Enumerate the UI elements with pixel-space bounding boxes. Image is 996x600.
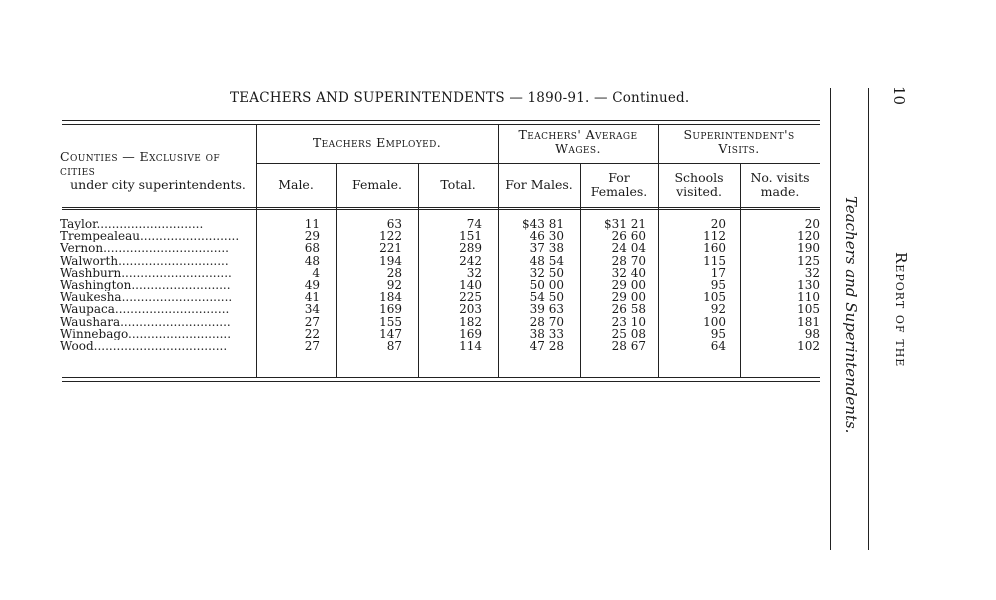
teachers-employed-header: Teachers Employed.	[312, 135, 442, 150]
visits-made-cell: 130	[797, 277, 820, 292]
schools-visited-cell: 115	[703, 253, 726, 268]
visits-made-cell: 190	[797, 241, 820, 256]
male-cell: 34	[304, 302, 320, 317]
schools-visited-cell: 105	[703, 290, 726, 305]
county-cell: Washington..........................	[60, 278, 231, 292]
male-column-header: Male.	[278, 177, 314, 192]
wages-females-cell: 26 58	[611, 302, 646, 317]
female-cell: 92	[386, 277, 402, 292]
county-cell: Wood...................................	[60, 339, 228, 353]
county-cell: Trempealeau..........................	[60, 230, 240, 243]
female-cell: 184	[379, 290, 402, 305]
wages-males-cell: 37 38	[529, 241, 564, 256]
wages-females-cell: 29 00	[611, 277, 646, 292]
table-row	[60, 303, 822, 315]
italic-running-title-text: Teachers and Superintendents.	[842, 196, 860, 434]
county-cell: Walworth.............................	[60, 254, 229, 267]
average-wages-header	[498, 128, 658, 156]
schools-visited-column-header	[658, 171, 740, 199]
total-cell: 242	[459, 253, 482, 268]
schools-visited-cell: 17	[710, 265, 726, 280]
schools-visited-cell: 112	[703, 229, 726, 244]
visits-made-cell: 20	[804, 217, 820, 231]
wages-females-cell: 28 70	[611, 253, 646, 268]
schools-visited-cell: 100	[703, 314, 726, 329]
schools-visited-cell: 95	[710, 277, 726, 292]
schools-visited-cell: 95	[710, 326, 726, 341]
wages-males-cell: 47 28	[529, 338, 564, 353]
male-cell: 41	[304, 290, 320, 305]
county-cell: Waupaca..............................	[60, 303, 230, 316]
counties-header-line: Counties — Exclusive of cities	[60, 149, 221, 178]
wages-males-cell: $43 81	[522, 217, 564, 231]
county-cell: Waushara.............................	[60, 315, 231, 328]
top-rule	[62, 124, 820, 125]
total-column-header: Total.	[440, 177, 476, 192]
total-cell: 32	[466, 265, 482, 280]
for-females-line: Females.	[590, 184, 648, 199]
female-cell: 155	[379, 314, 402, 329]
male-cell: 49	[304, 277, 320, 292]
page-number	[890, 86, 908, 105]
table-body	[60, 218, 822, 352]
female-cell: 221	[379, 241, 402, 256]
wages-males-cell: 32 50	[529, 265, 564, 280]
female-cell: 87	[386, 338, 402, 353]
county-cell: Washburn.............................	[60, 266, 232, 279]
table-row	[60, 328, 822, 340]
average-wages-line: Wages.	[555, 141, 601, 156]
male-cell: 29	[304, 229, 320, 244]
county-cell: Waukesha.............................	[60, 291, 233, 304]
table-row	[60, 340, 822, 352]
total-cell: 289	[459, 241, 482, 256]
female-cell: 169	[379, 302, 402, 317]
superintendent-visits-line: Visits.	[718, 141, 760, 156]
male-cell: 4	[312, 265, 320, 280]
visits-made-column-header	[740, 171, 820, 199]
wages-females-cell: 28 67	[611, 338, 646, 353]
wages-males-cell: 28 70	[529, 314, 564, 329]
female-cell: 63	[386, 217, 402, 231]
total-cell: 151	[459, 229, 482, 244]
table-row	[60, 255, 822, 267]
total-cell: 169	[459, 326, 482, 341]
bottom-rule	[62, 381, 820, 382]
wages-females-cell: 24 04	[611, 241, 646, 256]
female-cell: 194	[379, 253, 402, 268]
county-cell: Winnebago...........................	[60, 327, 232, 340]
wages-males-cell: 54 50	[529, 290, 564, 305]
visits-made-cell: 98	[804, 326, 820, 341]
total-cell: 182	[459, 314, 482, 329]
table-row	[60, 291, 822, 303]
superintendent-visits-line: Superintendent's	[683, 127, 795, 142]
county-cell: Taylor............................	[60, 218, 204, 231]
wages-males-cell: 38 33	[529, 326, 564, 341]
male-cell: 48	[304, 253, 320, 268]
visits-made-cell: 105	[797, 302, 820, 317]
female-column-header: Female.	[351, 177, 403, 192]
wages-females-cell: 23 10	[611, 314, 646, 329]
page-number-text: 10	[890, 86, 908, 106]
schools-visited-cell: 92	[710, 302, 726, 317]
schools-visited-line: Schools	[674, 170, 724, 185]
visits-made-cell: 181	[797, 314, 820, 329]
total-cell: 203	[459, 302, 482, 317]
schools-visited-line: visited.	[676, 184, 722, 199]
counties-header	[60, 150, 256, 192]
total-cell: 74	[466, 217, 482, 231]
counties-header-line: under city superintendents.	[70, 177, 246, 192]
wages-males-cell: 39 63	[529, 302, 564, 317]
page-border-line	[830, 88, 831, 550]
visits-made-line: made.	[760, 184, 800, 199]
header-rule	[62, 207, 820, 208]
county-cell: Vernon.................................	[60, 242, 229, 255]
visits-made-cell: 120	[797, 229, 820, 244]
male-cell: 27	[304, 314, 320, 329]
table-row	[60, 267, 822, 279]
visits-made-cell: 32	[804, 265, 820, 280]
visits-made-cell: 110	[797, 290, 820, 305]
table-row	[60, 242, 822, 254]
female-cell: 122	[379, 229, 402, 244]
male-cell: 11	[304, 217, 320, 231]
top-rule	[62, 120, 820, 121]
average-wages-line: Teachers' Average	[518, 127, 638, 142]
for-males-column-header: For Males.	[505, 177, 573, 192]
table-title: TEACHERS AND SUPERINTENDENTS — 1890-91. — Continued.	[230, 90, 690, 106]
page-border-line	[868, 88, 869, 550]
for-females-line: For	[608, 170, 630, 185]
header-rule	[62, 209, 820, 210]
italic-running-title	[842, 196, 860, 433]
wages-females-cell: $31 21	[604, 217, 646, 231]
wages-females-cell: 26 60	[611, 229, 646, 244]
schools-visited-cell: 64	[710, 338, 726, 353]
visits-made-line: No. visits	[750, 170, 810, 185]
wages-males-cell: 46 30	[529, 229, 564, 244]
schools-visited-cell: 20	[710, 217, 726, 231]
female-cell: 147	[379, 326, 402, 341]
wages-females-cell: 29 00	[611, 290, 646, 305]
schools-visited-cell: 160	[703, 241, 726, 256]
male-cell: 22	[304, 326, 320, 341]
wages-females-cell: 25 08	[611, 326, 646, 341]
bottom-rule	[62, 377, 820, 378]
male-cell: 68	[304, 241, 320, 256]
running-head	[892, 252, 910, 367]
visits-made-cell: 125	[797, 253, 820, 268]
total-cell: 225	[459, 290, 482, 305]
header-rule	[256, 163, 820, 164]
wages-males-cell: 48 54	[529, 253, 564, 268]
for-females-column-header	[580, 171, 658, 199]
superintendent-visits-header	[658, 128, 820, 156]
running-head-text: Report of the	[892, 252, 910, 368]
wages-males-cell: 50 00	[529, 277, 564, 292]
total-cell: 114	[459, 338, 482, 353]
female-cell: 28	[386, 265, 402, 280]
visits-made-cell: 102	[797, 338, 820, 353]
total-cell: 140	[459, 277, 482, 292]
male-cell: 27	[304, 338, 320, 353]
wages-females-cell: 32 40	[611, 265, 646, 280]
table-row	[60, 316, 822, 328]
